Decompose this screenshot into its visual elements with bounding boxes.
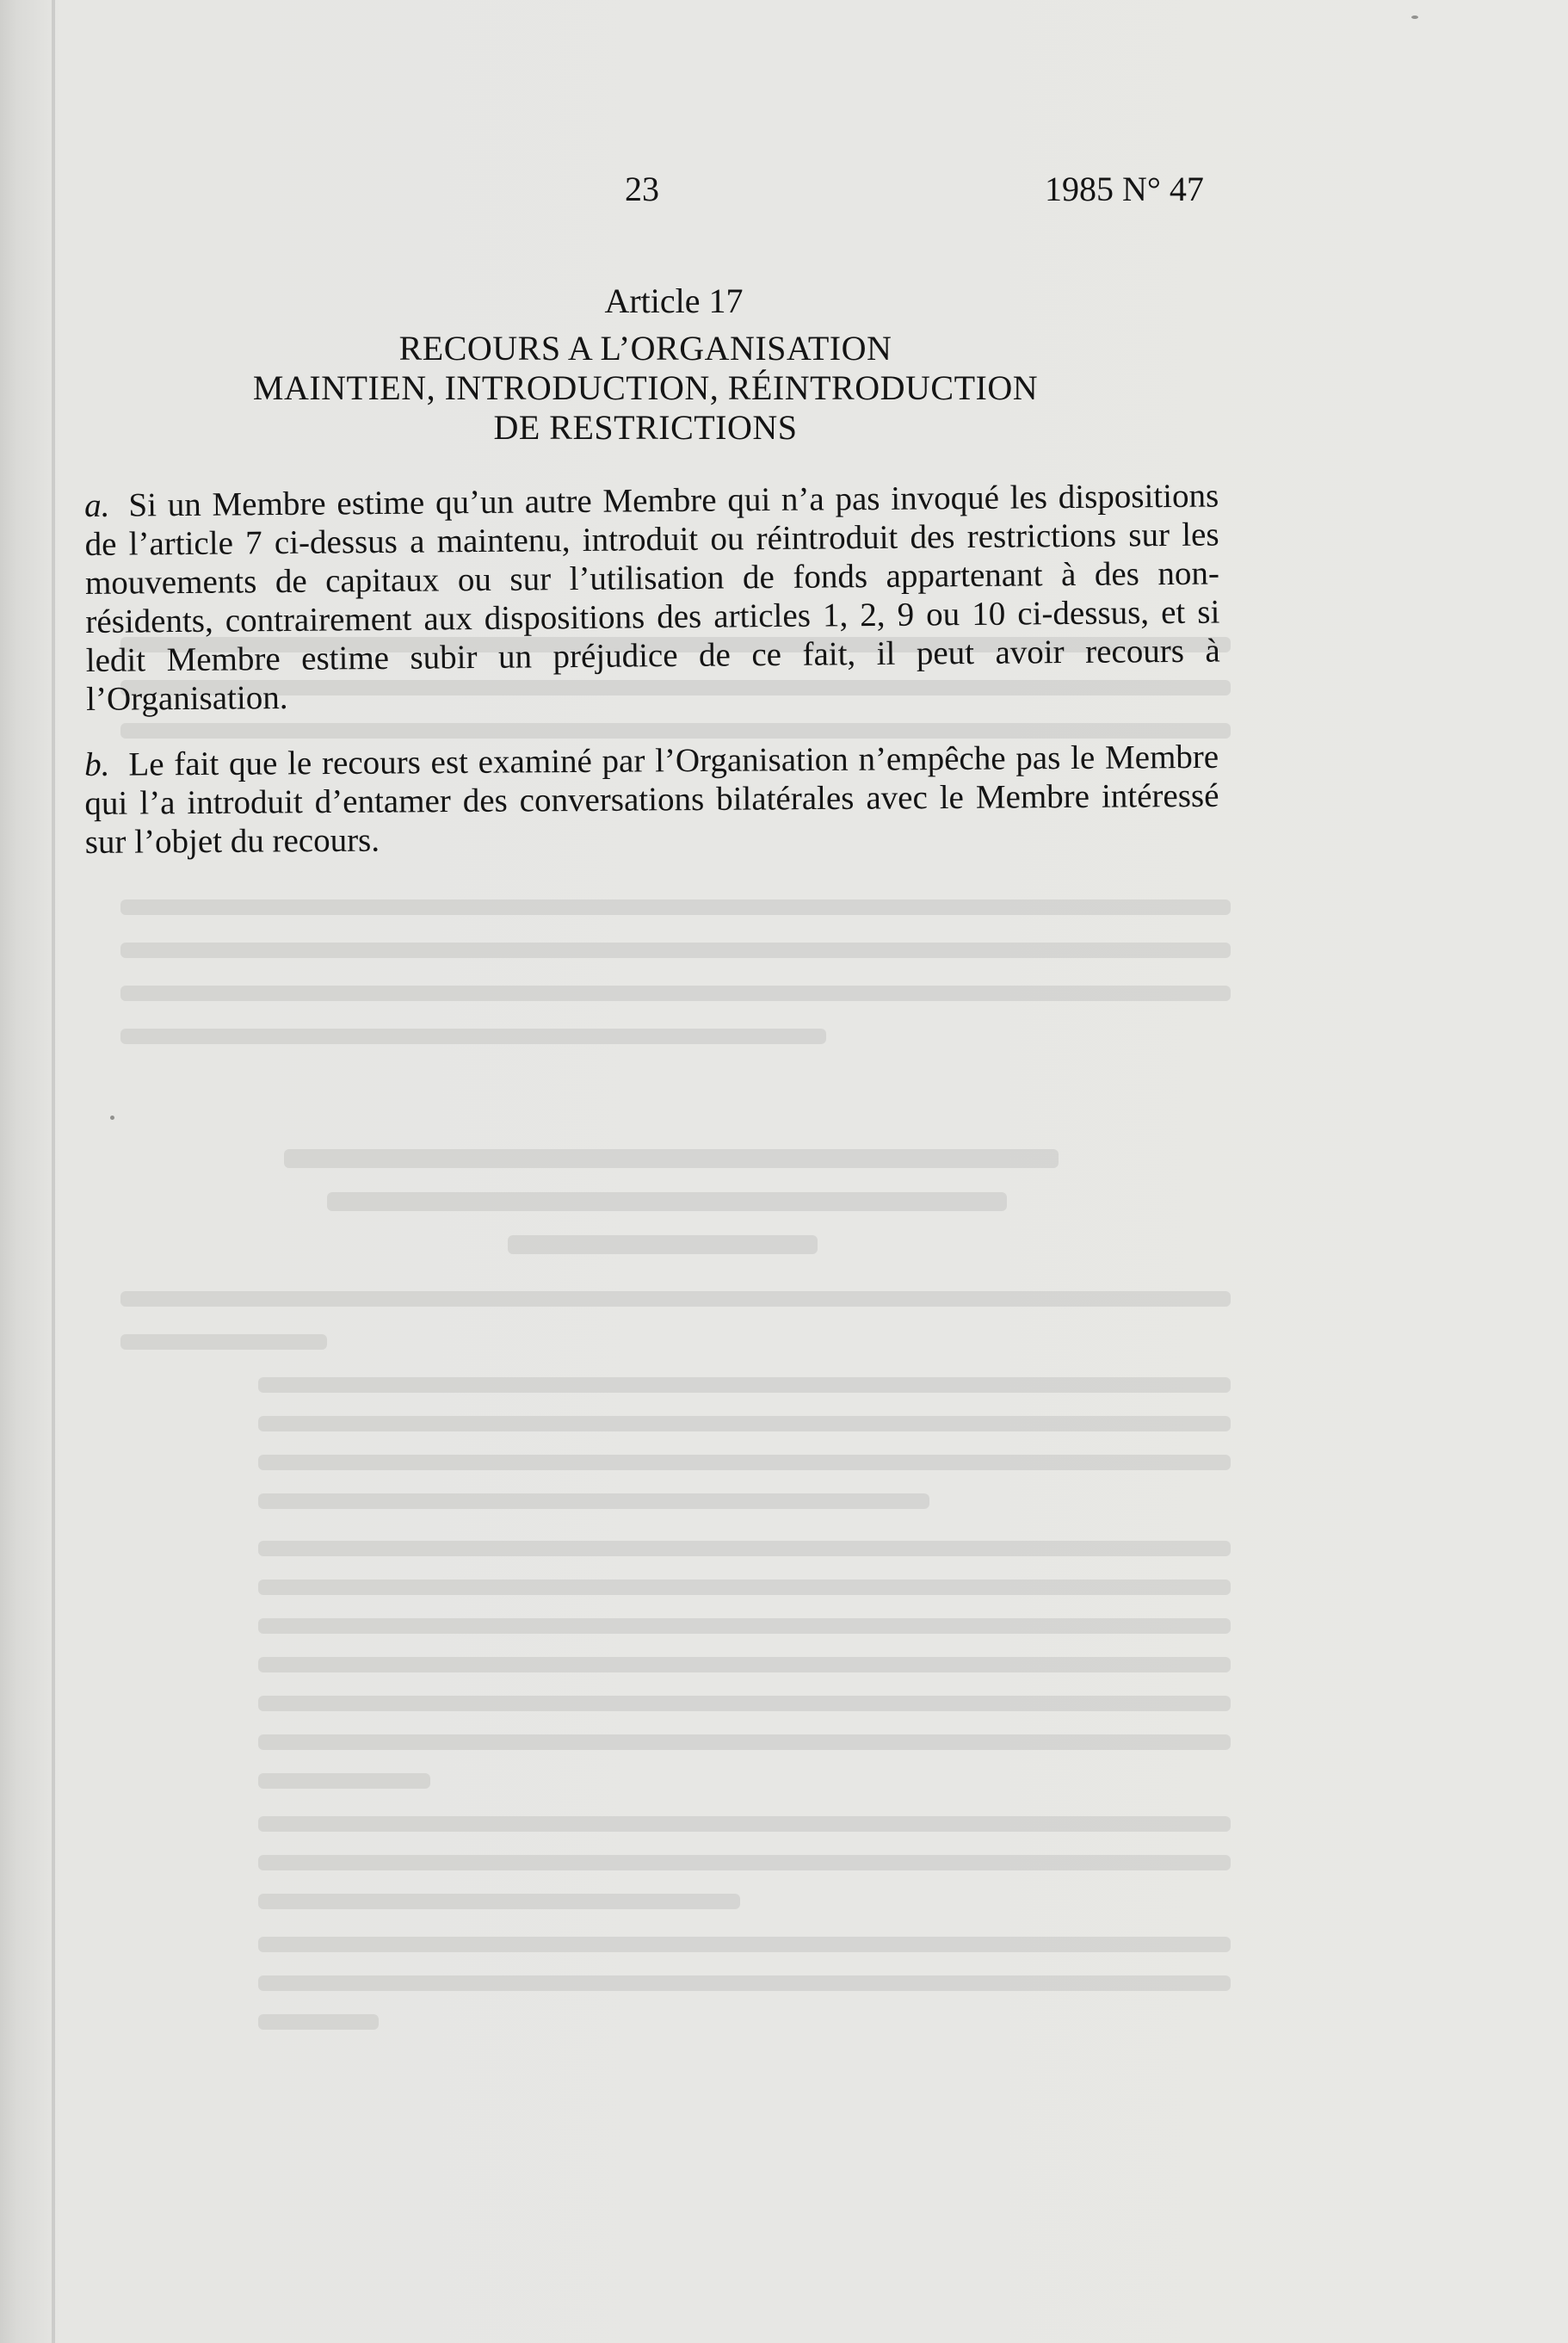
document-reference: 1985 N° 47 [1045,170,1204,208]
paragraph-marker: a. [84,486,110,524]
article-title [0,329,1291,448]
paper-speck [110,1116,114,1120]
article-title-line: MAINTIEN, INTRODUCTION, RÉINTRODUCTION [252,368,1039,407]
paragraph-b [84,738,1219,862]
paragraph-text: Si un Membre estime qu’un autre Membre qui n’a pas invoqué les dispositions de l’article 7 ci-dessus a maintenu, introduit ou réintroduit des restrictions sur les mouvements de capitaux ou sur l’utilisation de fonds appartenant à des non-résidents, contrairement aux dispositions des articles 1, 2, 9 ou 10 ci-dessus, et si ledit Membre estime subir un préjudice de ce fait, il peut avoir recours à l’Organisation. [84,477,1220,718]
paragraph-marker: b. [84,745,110,783]
article-title-line: DE RESTRICTIONS [493,408,798,447]
paragraph-text: Le fait que le recours est examiné par l’Organisation n’empêche pas le Membre qui l’a introduit d’entamer des conversations bilatérales avec le Membre intéressé sur l’objet du recours. [84,738,1219,861]
page-number: 23 [625,170,659,208]
article-label: Article 17 [604,281,744,320]
paper-speck [1411,15,1418,19]
article-title-line: RECOURS A L’ORGANISATION [398,329,892,368]
paragraph-a [84,476,1220,718]
